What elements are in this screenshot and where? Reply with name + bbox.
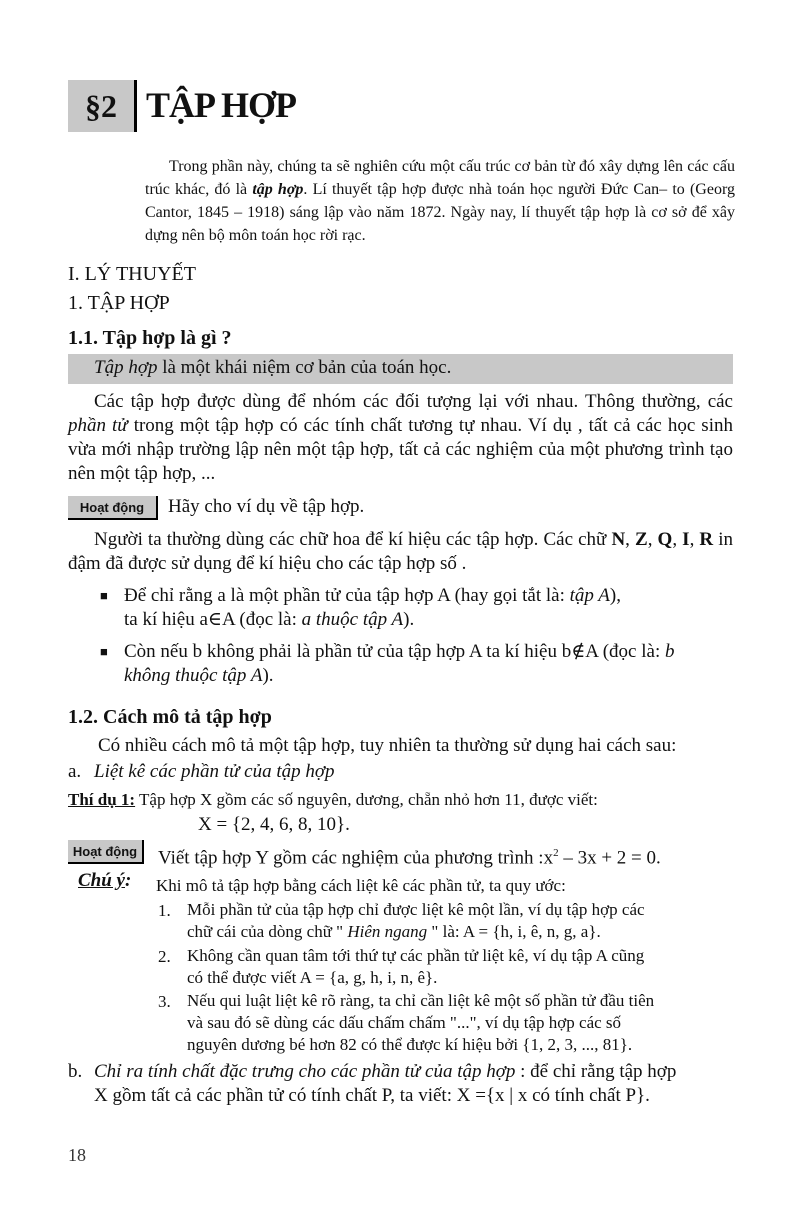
definition-term: Tập hợp — [94, 357, 158, 378]
item-b-text: Chỉ ra tính chất đặc trưng cho các phần tử của tập hợp : để chỉ rằng tập hợp X gồm tất cả các phần tử có tính chất P, ta viết: X ={x | x có tính chất P}. — [94, 1061, 677, 1106]
section-title: TẬP HỢP — [146, 85, 297, 125]
note-item-2: Không cần quan tâm tới thứ tự các phần tử liệt kê, ví dụ tập A cũng có thể được viết A = {a, g, h, i, n, ê}. — [187, 946, 645, 987]
note-text: Khi mô tả tập hợp bằng cách liệt kê các phần tử, ta quy ước: — [156, 876, 566, 895]
activity-badge: Hoạt động — [68, 840, 144, 864]
activity-2-text: Viết tập hợp Y gồm các nghiệm của phương trình $:x^2 - 3x + 2 = 0$. — [158, 847, 661, 869]
item-a-label: a. — [68, 761, 82, 782]
note-item-number: 2. — [158, 947, 171, 966]
note-item-number: 1. — [158, 901, 171, 920]
bullet-icon: ■ — [100, 644, 108, 659]
item-a-text: Liệt kê các phần tử của tập hợp — [94, 761, 335, 782]
note-item-number: 3. — [158, 992, 171, 1011]
example-1: Thí dụ 1: Tập hợp X gồm các số nguyên, dương, chẵn nhỏ hơn 11, được viết: — [68, 790, 598, 809]
bullet-icon: ■ — [100, 588, 108, 603]
note-item-1: Mỗi phần tử của tập hợp chỉ được liệt kê một lần, ví dụ tập hợp các chữ cái của dòng chữ " Hiên ngang " là: A = {h, i, ê, n, g, a}. — [187, 900, 645, 941]
activity-badge: Hoạt động — [68, 496, 158, 520]
definition-box: Tập hợp là một khái niệm cơ bản của toán học. — [68, 354, 733, 384]
paragraph-1: Các tập hợp được dùng để nhóm các đối tượng lại với nhau. Thông thường, các phần tử trong một tập hợp có các tính chất tương tự nhau. Ví dụ , tất cả các học sinh vừa mới nhập trường lập nên một tập hợp, tất cả các nghiệm của một phương trình tạo nên một tập hợp, ... — [68, 391, 733, 484]
page-number: 18 — [68, 1145, 86, 1165]
section-number: §2 — [68, 80, 137, 132]
intro-paragraph: Trong phần này, chúng ta sẽ nghiên cứu một cấu trúc cơ bản từ đó xây dựng lên các cấu trúc khác, đó là tập hợp. Lí thuyết tập hợp được nhà toán học người Đức Can– to (Georg Cantor, 1845 – 1918) sáng lập vào năm 1872. Ngày nay, lí thuyết tập hợp là cơ sở để xây dựng nên bộ môn toán học rời rạc. — [145, 158, 735, 244]
heading-part-1: I. LÝ THUYẾT — [68, 263, 196, 285]
paragraph-2: Người ta thường dùng các chữ hoa để kí hiệu các tập hợp. Các chữ N, Z, Q, I, R in đậm đã được sử dụng để kí hiệu cho các tập hợp số . — [68, 529, 734, 574]
heading-section-1: 1. TẬP HỢP — [68, 292, 170, 314]
bullet-1: Để chỉ rằng a là một phần tử của tập hợp A (hay gọi tắt là: tập A), ta kí hiệu a∈A (đọc là: a thuộc tập A). — [124, 585, 621, 630]
heading-1-2: 1.2. Cách mô tả tập hợp — [68, 706, 272, 728]
note-label: Chú ý: — [78, 870, 132, 891]
note-item-3: Nếu qui luật liệt kê rõ ràng, ta chỉ cần liệt kê một số phần tử đầu tiên và sau đó sẽ dùng các dấu chấm chấm "...", ví dụ tập hợp các số nguyên dương bé hơn 82 có thể được kí hiệu bởi {1, 2, 3, ..., 81}. — [187, 991, 655, 1054]
item-b-label: b. — [68, 1061, 83, 1082]
activity-1-text: Hãy cho ví dụ về tập hợp. — [168, 496, 365, 517]
bullet-2: Còn nếu b không phải là phần tử của tập hợp A ta kí hiệu b∉A (đọc là: b không thuộc tập A). — [124, 641, 675, 686]
example-1-formula: X = {2, 4, 6, 8, 10}. — [198, 814, 350, 835]
paragraph-3: Có nhiều cách mô tả một tập hợp, tuy nhiên ta thường sử dụng hai cách sau: — [98, 735, 677, 756]
heading-1-1: 1.1. Tập hợp là gì ? — [68, 327, 232, 349]
